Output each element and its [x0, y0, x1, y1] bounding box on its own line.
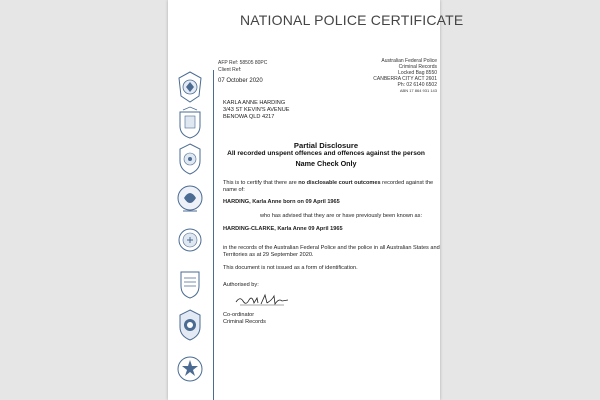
agency-phone: Ph: 02 6140 6502 [397, 82, 437, 88]
agency-abn: ABN 17 864 931 143 [399, 88, 437, 93]
tasmania-police-crest-icon [175, 308, 205, 342]
alias-name: HARDING-CLARKE, Karla Anne 09 April 1965 [223, 226, 343, 232]
agency-address-line1: Australian Federal Police [381, 58, 437, 64]
nt-police-crest-icon [175, 352, 205, 386]
victoria-police-crest-icon [175, 142, 205, 176]
police-crest-strip [168, 70, 216, 400]
federal-police-crest-icon [175, 70, 205, 104]
nsw-police-crest-icon [175, 106, 205, 140]
disclosure-subheading: All recorded unspent offences and offences against the person [227, 150, 425, 157]
agency-address-line3: Locked Bag 8550 [398, 70, 437, 76]
recipient-city: BENOWA QLD 4217 [223, 114, 275, 120]
afp-reference: AFP Ref: 58505 80PC [218, 60, 268, 66]
certify-prefix: This is to certify that there are [223, 180, 299, 186]
agency-address-line2: Criminal Records [398, 64, 437, 70]
strip-divider-line [213, 70, 214, 400]
check-type: Name Check Only [295, 159, 357, 168]
identification-notice: This document is not issued as a form of identification. [223, 265, 358, 271]
records-statement-line1: in the records of the Australian Federal Police and the police in all Australian States and [223, 245, 440, 251]
subject-name: HARDING, Karla Anne born on 09 April 1965 [223, 199, 340, 205]
authoriser-role: Co-ordinator [223, 312, 255, 318]
client-reference: Client Ref: [218, 67, 242, 73]
certify-suffix: recorded against the [380, 180, 434, 186]
issue-date: 07 October 2020 [218, 78, 263, 84]
authorised-by-label: Authorised by: [223, 282, 259, 288]
agency-address-line4: CANBERRA CITY ACT 2601 [373, 76, 437, 82]
queensland-police-crest-icon [175, 182, 205, 216]
certify-statement-line2: name of: [223, 187, 245, 193]
sa-police-crest-icon [175, 266, 205, 300]
wa-police-crest-icon [175, 224, 205, 258]
certify-statement [223, 180, 433, 186]
authoriser-department: Criminal Records [223, 319, 266, 325]
disclosure-heading: Partial Disclosure [293, 141, 359, 150]
signature-image [234, 292, 290, 308]
recipient-name: KARLA ANNE HARDING [223, 100, 286, 106]
certificate-title: NATIONAL POLICE CERTIFICATE [240, 12, 464, 28]
certify-outcome: no disclosable court outcomes [298, 180, 381, 186]
recipient-street: 3/43 ST KEVIN'S AVENUE [223, 107, 290, 113]
records-statement-line2: Territories as at 29 September 2020. [223, 252, 314, 258]
advised-statement: who has advised that they are or have previously been known as: [260, 213, 423, 219]
